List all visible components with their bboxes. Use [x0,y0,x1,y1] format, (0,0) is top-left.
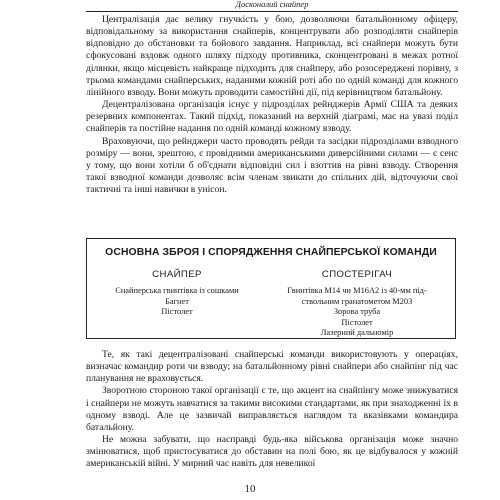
spotter-heading: СПОСТЕРІГАЧ [321,269,393,280]
sniper-column [97,269,257,318]
paragraph: Децентралізована організація існує у підрозділах рейнджерів Армії США та деяких резервних компонентах. Такий підхід, показаний на верхній діаграмі, має на увазі поділ снайперів та постійне надання по одній команді кожному взводу. [86,99,458,135]
spotter-item: ствольним гранатометом M203 [301,296,413,306]
paragraph: Зворотною стороною такої організації є те, що акцент на снайпінгу може знижуватися і снайпери не можуть навчатися за такими високими стандартами, як при знаходженні їх в одному взводі. Але це зазвичай виправляється наглядом та вказівками командира батальйону. [86,385,458,433]
paragraph: Централізація дає велику гнучкість у бою, дозволяючи батальйонному офіцеру, відповідальному за використання снайперів, концентрувати або розподіляти снайперів відповідно до обстановки та бойового завдання. Наприклад, всі снайпери можуть бути сфокусовані вздовж одного шляху підходу противника, сконцентровані в межах ротної ділянки, якщо місцевість найкраще підходить для снайперу, або розосереджені порівну, з трьома командами снайперських, наданими кожній роті або по одній команді для кожного лінійного взводу. Вони можуть проводити самостійні дії, під керівництвом батальйону. [86,14,458,98]
spotter-item: Пістолет [341,317,373,327]
body-text-bottom [86,349,458,471]
sniper-item: Пістолет [161,307,193,317]
body-text-top [86,14,458,196]
running-header: Досконалий снайпер [86,0,458,12]
paragraph: Враховуючи, що рейнджери часто проводять рейди та засідки підрозділами взводного розміру — вони, зрештою, є провідними американськими диверсійними силами — є сенс у тому, що вони хотіли б об'єднати відповідні сил і взоттив на рівні взводу. Створення такої взводної команди дозволяє всім членам звикати до спільних дій, відточуючи свої тактичні та інші навички в унісон. [86,135,458,196]
sidebar-title: ОСНОВНА ЗБРОЯ І СПОРЯДЖЕННЯ СНАЙПЕРСЬКОЇ КОМАНДИ [105,247,437,258]
spotter-item: Гвинтівка M14 чи M16A2 із 40-мм під- [287,286,427,295]
spotter-column [265,269,449,339]
spotter-item: Зорова труба [333,307,381,317]
sniper-item: Снайперська гвинтівка із сошками [115,286,239,295]
page-number: 10 [244,483,256,495]
sniper-item: Багнет [165,296,189,306]
spotter-item: Лазерний дальномір [320,328,394,338]
paragraph: Те, як такі децентралізовані снайперські команди використовують у операціях, визначає командир роти чи взводу; на батальйонному рівні снайпери або снайпінг під час планування не враховується. [86,349,458,385]
paragraph: Не можна забувати, що насправді будь-яка військова організація може значно змінюватися, щоб пристосуватися до обставин на полі бою, як це відбувалося у кожній американській війні. У мирний час навіть для невеликої [86,434,458,470]
sniper-heading: СНАЙПЕР [152,269,202,280]
equipment-sidebar-box [86,238,456,339]
